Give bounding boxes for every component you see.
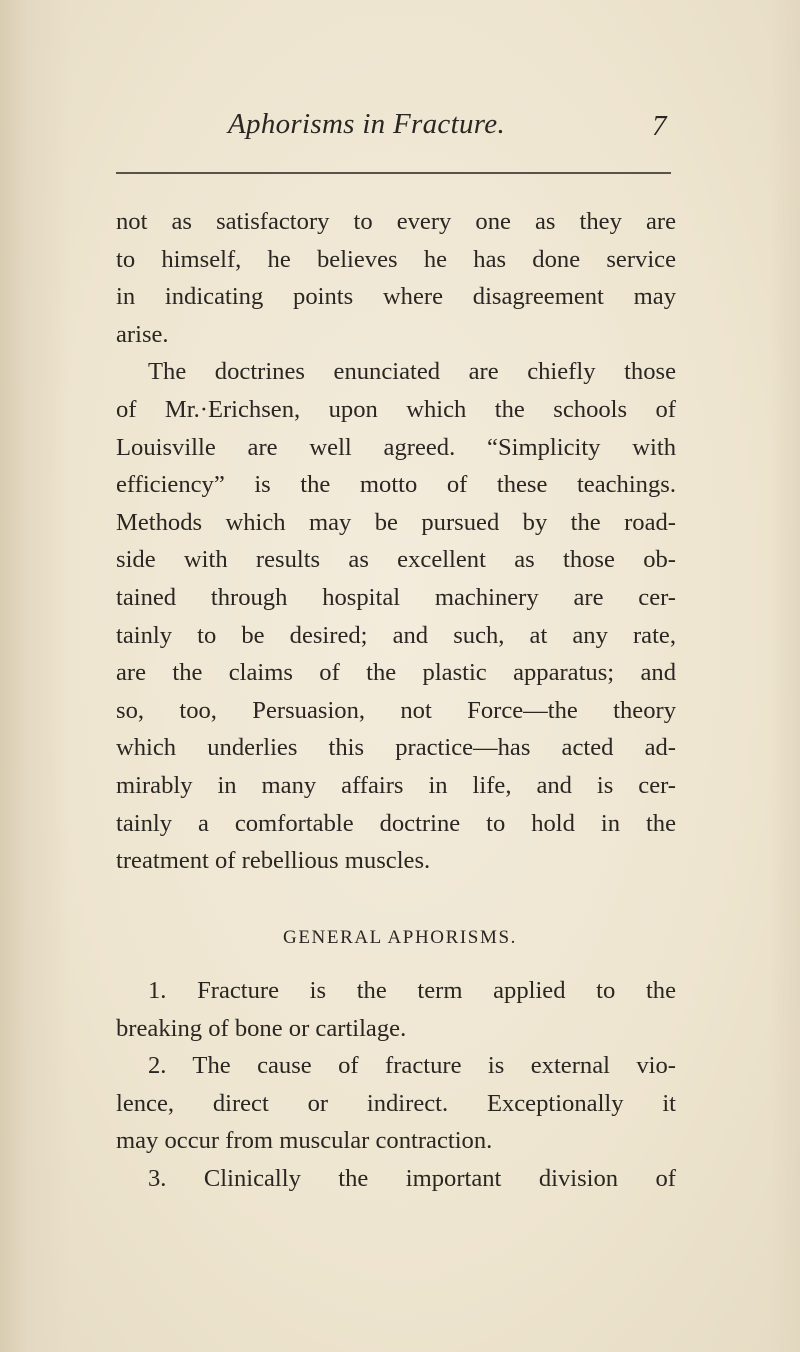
running-head: Aphorisms in Fracture. [228, 108, 505, 140]
text-line: tainly to be desired; and such, at any rate, [116, 621, 676, 649]
text-line: treatment of rebellious muscles. [116, 847, 431, 875]
text-line: in indicating points where disagreement may [116, 283, 676, 311]
header-rule [116, 172, 671, 174]
text-line: tained through hospital machinery are cer- [116, 583, 676, 611]
text-line: arise. [116, 320, 169, 348]
aphorism-line: lence, direct or indirect. Exceptionally it [116, 1089, 676, 1117]
aphorism-line: breaking of bone or cartilage. [116, 1014, 407, 1042]
aphorism-line: 2. The cause of fracture is external vio- [148, 1052, 676, 1080]
aphorism-line: 3. Clinically the important division of [148, 1164, 676, 1192]
text-line: so, too, Persuasion, not Force—the theory [116, 696, 676, 724]
text-line: Louisville are well agreed. “Simplicity with [116, 433, 676, 461]
text-line: side with results as excellent as those ob- [116, 546, 676, 574]
gutter-shadow [0, 0, 70, 1352]
text-line: mirably in many affairs in life, and is cer- [116, 771, 676, 799]
text-line: not as satisfactory to every one as they are [116, 208, 676, 235]
page-edge-shading [770, 0, 800, 1352]
text-line: to himself, he believes he has done service [116, 245, 676, 273]
text-line: which underlies this practice—has acted ad- [116, 734, 676, 762]
text-line: Methods which may be pursued by the road- [116, 508, 676, 536]
section-heading: GENERAL APHORISMS. [283, 927, 517, 948]
text-line: The doctrines enunciated are chiefly those [148, 358, 676, 386]
body-paragraphs [116, 203, 676, 880]
page-number: 7 [652, 110, 667, 142]
text-line: are the claims of the plastic apparatus; and [116, 659, 676, 687]
aphorisms-list [116, 972, 676, 1198]
text-line: tainly a comfortable doctrine to hold in the [116, 809, 676, 837]
aphorism-line: 1. Fracture is the term applied to the [148, 977, 676, 1004]
aphorism-line: may occur from muscular contraction. [116, 1127, 493, 1155]
text-line: efficiency” is the motto of these teachings. [116, 471, 676, 499]
text-line: of Mr.·Erichsen, upon which the schools of [116, 395, 676, 423]
